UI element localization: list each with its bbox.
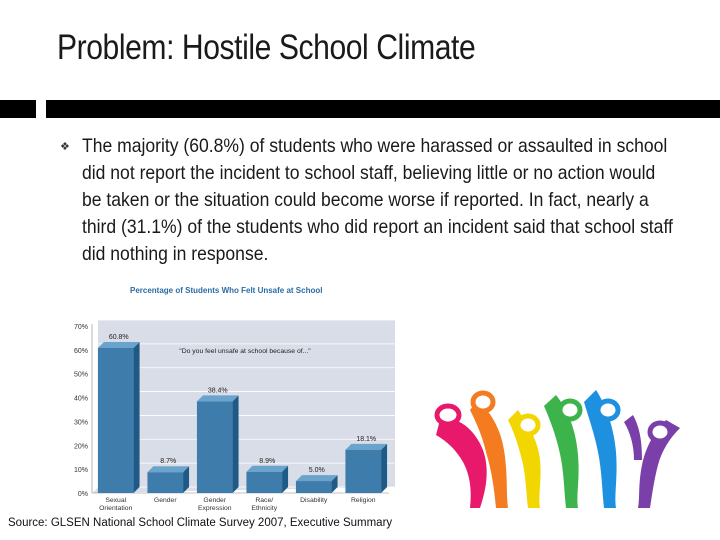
- bar: [296, 481, 332, 493]
- bar-value-label: 5.0%: [308, 467, 325, 475]
- y-tick-label: 0%: [77, 491, 88, 498]
- gridline-diag: [92, 439, 98, 445]
- x-tick-label: Orientation: [99, 505, 133, 512]
- bar-value-label: 8.7%: [160, 458, 177, 466]
- x-tick-label: Gender: [153, 497, 177, 504]
- bar: [246, 472, 282, 493]
- y-tick-label: 20%: [73, 443, 88, 451]
- person-green-icon: [544, 395, 580, 508]
- y-tick-label: 50%: [73, 371, 88, 379]
- chart-annotation: "Do you feel unsafe at school because of...": [179, 348, 311, 355]
- bar-top: [296, 475, 338, 481]
- bar: [147, 472, 183, 493]
- y-tick-label: 10%: [73, 467, 88, 475]
- person-purple-icon: [624, 415, 680, 508]
- y-tick-label: 30%: [73, 419, 88, 427]
- bar-top: [197, 395, 239, 401]
- bar-side: [233, 395, 239, 493]
- gridline-diag: [92, 320, 98, 326]
- bar-top: [246, 466, 288, 472]
- person-yellow-icon: [508, 410, 541, 508]
- bar-chart: [60, 283, 400, 518]
- gridline-diag: [92, 415, 98, 421]
- chart-title: Percentage of Students Who Felt Unsafe at School: [130, 286, 323, 295]
- bar-value-label: 18.1%: [356, 435, 377, 443]
- chart-svg: [60, 283, 400, 518]
- x-tick-label: Ethnicity: [251, 505, 278, 512]
- x-tick-label: Gender: [203, 497, 227, 504]
- y-tick-label: 60%: [73, 347, 88, 355]
- person-blue-icon: [584, 390, 618, 508]
- x-tick-label: Disability: [300, 497, 328, 504]
- gridline-diag: [92, 368, 98, 374]
- bar-side: [381, 444, 387, 493]
- x-tick-label: Sexual: [105, 497, 127, 504]
- bar-side: [134, 342, 140, 493]
- bar-value-label: 8.9%: [259, 457, 276, 465]
- slide-title: Problem: Hostile School Climate: [57, 28, 476, 67]
- source-citation: Source: GLSEN National School Climate Survey 2007, Executive Summary: [8, 517, 393, 529]
- bar: [345, 450, 381, 493]
- x-tick-label: Religion: [350, 497, 376, 504]
- bar: [197, 401, 233, 493]
- gridline-diag: [92, 344, 98, 350]
- diamond-bullet-icon: ❖: [60, 141, 70, 153]
- bar-value-label: 60.8%: [108, 333, 129, 341]
- bullet-paragraph: The majority (60.8%) of students who were harassed or assaulted in school did not report the incident to school staff, believing little or no action would be taken or the situation could become worse if reported. In fact, nearly a third (31.1%) of the students who did report an incident said that school staff did nothing in response.: [82, 135, 673, 265]
- x-tick-label: Race/: [255, 497, 274, 504]
- y-tick-label: 70%: [73, 324, 88, 331]
- y-tick-label: 40%: [73, 395, 88, 403]
- x-tick-label: Expression: [197, 505, 232, 512]
- rainbow-people-illustration: [428, 380, 690, 510]
- bar-value-label: 38.4%: [207, 387, 228, 395]
- bar-top: [345, 444, 387, 450]
- gridline-diag: [92, 463, 98, 469]
- title-underline-right: [46, 100, 720, 118]
- bar-top: [147, 466, 189, 472]
- bar: [98, 348, 134, 493]
- title-underline-left: [0, 100, 36, 118]
- gridline-diag: [92, 392, 98, 398]
- bar-top: [98, 342, 140, 348]
